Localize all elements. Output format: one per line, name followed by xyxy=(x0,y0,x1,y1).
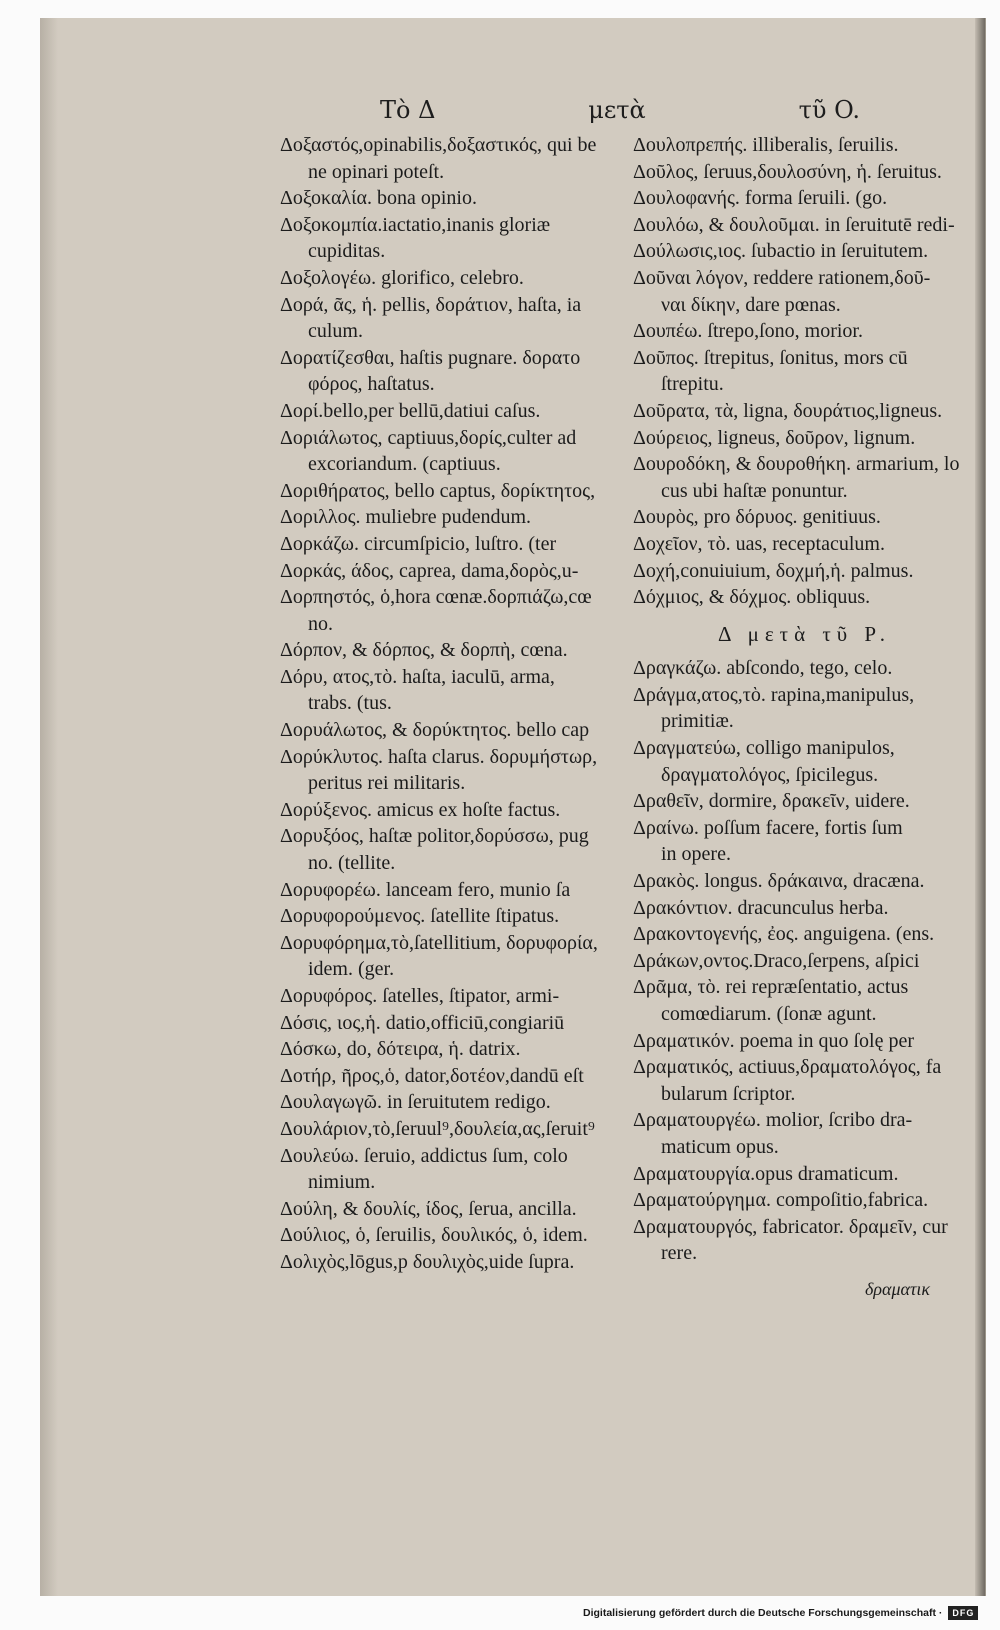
entry-line: ναι δίκην, dare pœnas. xyxy=(661,293,841,316)
entry-line: Δορύξενος. amicus ex hoſte factus. xyxy=(280,798,561,821)
entry-line: Δορκάζω. circumſpicio, luſtro. (ter xyxy=(280,532,557,555)
entry-line: Δραματουργία.opus dramaticum. xyxy=(633,1162,899,1185)
entry-line: Δορί.bello,per bellū,datiui caſus. xyxy=(280,399,541,422)
dfg-logo-icon: DFG xyxy=(948,1606,978,1620)
entry-line: Δρακόντιον. dracunculus herba. xyxy=(633,896,889,919)
entry-line: Δοξοκαλία. bona opinio. xyxy=(280,187,477,210)
entry-line: Δούρειος, ligneus, δοῦρον, lignum. xyxy=(633,426,916,449)
page-gutter-shadow xyxy=(40,18,58,1596)
entry-line: Δραγματεύω, colligo manipulos, xyxy=(633,737,895,760)
section-heading: Δ μετὰ τῦ P. xyxy=(717,621,892,646)
entry-line: Δοῦλος, ſeruus,δουλοσύνη, ἡ. ſeruitus. xyxy=(633,160,942,183)
entry-line: φόρος, haſtatus. xyxy=(308,373,435,396)
left-column xyxy=(280,132,622,1276)
entry-line: Δρακοντογενής, ἐος. anguigena. (ens. xyxy=(633,923,935,946)
entry-line: Δράγμα,ατος,τὸ. rapina,manipulus, xyxy=(633,683,915,706)
entry-line: Δραματικός, actiuus,δραματολόγος, fa xyxy=(633,1056,942,1079)
footer-text: Digitalisierung gefördert durch die Deutsche Forschungsgemeinschaft · xyxy=(583,1607,943,1619)
entry-line: Δορά, ᾶς, ἡ. pellis, δοράτιον, haſta, ia xyxy=(280,293,582,316)
entry-line: Δρακὸς. longus. δράκαινα, dracæna. xyxy=(633,870,925,893)
entry-line: trabs. (tus. xyxy=(308,692,392,715)
entry-line: Δόσκω, do, δότειρα, ἡ. datrix. xyxy=(280,1038,521,1061)
entry-line: Δραματούργημα. compoſitio,fabrica. xyxy=(633,1189,929,1212)
running-head-right: τῦ O. xyxy=(798,96,860,124)
entry-line: primitiæ. xyxy=(661,710,734,733)
entry-line: Δουλοφανής. forma ſeruili. (go. xyxy=(633,187,888,210)
page-edge xyxy=(975,18,985,1596)
catchword: δραματικ xyxy=(865,1279,931,1299)
entry-line: Δραγκάζω. abſcondo, tego, celo. xyxy=(633,657,893,680)
right-column xyxy=(633,132,976,1267)
entry-line: ſtrepitu. xyxy=(661,373,724,396)
entry-line: Δολιχὸς,lōgus,p δουλιχὸς,uide ſupra. xyxy=(280,1250,575,1273)
entry-line: Δοχή,conuiuium, δοχμή,ἡ. palmus. xyxy=(633,559,914,582)
running-head xyxy=(380,90,860,130)
entry-line: Δορυξόος, haſtæ politor,δορύσσω, pug xyxy=(280,825,589,848)
entry-line: ne opinari poteſt. xyxy=(308,160,445,183)
entry-line: Δοῦρατα, τὰ, ligna, δουράτιος,ligneus. xyxy=(633,399,943,422)
entry-line: Δούλη, & δουλίς, ίδος, ſerua, ancilla. xyxy=(280,1197,577,1220)
entry-line: Δρᾶμα, τὸ. rei repræſentatio, actus xyxy=(633,976,909,999)
entry-line: Δουλόω, & δουλοῦμαι. in ſeruitutē redi- xyxy=(633,213,955,236)
entry-line: Δοῦναι λόγον, reddere rationem,δοῦ- xyxy=(633,266,931,289)
entry-line: Δορπηστός, ὁ,hora cœnæ.δορπιάζω,cœ xyxy=(280,586,592,609)
entry-line: Δραίνω. poſſum facere, fortis ſum xyxy=(633,816,903,839)
entry-line: Δούλωσις,ιος. ſubactio in ſeruitutem. xyxy=(633,240,929,263)
digitization-footer xyxy=(583,1603,993,1623)
entry-line: Δόρπον, & δόρπος, & δορπὴ, cœna. xyxy=(280,639,568,662)
entry-line: Δουροδόκη, & δουροθήκη. armarium, lo xyxy=(633,453,960,476)
entry-line: in opere. xyxy=(661,843,731,866)
running-head-center: μετὰ xyxy=(588,96,646,124)
entry-line: Δοξαστός,opinabilis,δοξαστικός, qui be xyxy=(280,134,597,156)
entry-line: Δοριθήρατος, bello captus, δορίκτητος, xyxy=(280,479,596,502)
entry-line: Δορύκλυτος. haſta clarus. δορυμήστωρ, xyxy=(280,745,598,768)
entry-line: Δόρυ, ατος,τὸ. haſta, iaculū, arma, xyxy=(280,665,555,688)
entry-line: comœdiarum. (ſonæ agunt. xyxy=(661,1003,877,1025)
entry-line: Δοριλλος. muliebre pudendum. xyxy=(280,506,532,529)
entry-line: culum. xyxy=(308,320,363,343)
entry-line: Δορυφόρημα,τὸ,ſatellitium, δορυφορία, xyxy=(280,931,598,954)
entry-line: maticum opus. xyxy=(661,1135,779,1158)
entry-line: Δορυφορέω. lanceam fero, munio ſa xyxy=(280,878,571,901)
entry-line: no. (tellite. xyxy=(308,852,396,875)
entry-line: cus ubi haſtæ ponuntur. xyxy=(661,479,848,502)
entry-line: Δορκάς, άδος, caprea, dama,δορὸς,u- xyxy=(280,559,579,582)
entry-line: bularum ſcriptor. xyxy=(661,1082,796,1105)
entry-line: Δορυφόρος. ſatelles, ſtipator, armi- xyxy=(280,985,560,1007)
entry-line: Δοῦπος. ſtrepitus, ſonitus, mors cū xyxy=(633,346,908,369)
entry-line: Δουλαγωγῶ. in ſeruitutem redigo. xyxy=(280,1091,551,1114)
entry-line: Δοξολογέω. glorifico, celebro. xyxy=(280,266,524,289)
entry-line: Δοτήρ, ῆρος,ὁ, dator,δοτέον,dandū eſt xyxy=(280,1064,584,1087)
entry-line: Δραματουργός, fabricator. δραμεῖν, cur xyxy=(633,1215,948,1238)
entry-line: Δούλιος, ὁ, ſeruilis, δουλικός, ὁ, idem. xyxy=(280,1224,588,1247)
entry-line: excoriandum. (captiuus. xyxy=(308,453,501,476)
entry-line: Δραθεῖν, dormire, δρακεῖν, uidere. xyxy=(633,790,910,813)
entry-line: Δουλοπρεπής. illiberalis, ſeruilis. xyxy=(633,134,899,156)
entry-line: Δουλάριον,τὸ,ſeruul⁹,δουλεία,ας,ſeruit⁹ xyxy=(280,1117,595,1140)
entry-line: Δορυφορούμενος. ſatellite ſtipatus. xyxy=(280,905,560,928)
entry-line: peritus rei militaris. xyxy=(308,772,466,795)
entry-line: no. xyxy=(308,612,333,635)
entry-line: Δορυάλωτος, & δορύκτητος. bello cap xyxy=(280,719,590,742)
entry-line: Δράκων,οντος.Draco,ſerpens, aſpici xyxy=(633,949,920,972)
entry-line: Δόχμιος, & δόχμος. obliquus. xyxy=(633,586,871,609)
entry-line: Δοριάλωτος, captiuus,δορίς,culter ad xyxy=(280,426,577,449)
entry-line: Δόσις, ιος,ἡ. datio,officiū,congiariū xyxy=(280,1011,565,1034)
entry-line: nimium. xyxy=(308,1171,376,1194)
entry-line: Δραματουργέω. molior, ſcribo dra- xyxy=(633,1109,913,1132)
entry-line: Δοχεῖον, τὸ. uas, receptaculum. xyxy=(633,532,885,555)
entry-line: Δουπέω. ſtrepo,ſono, morior. xyxy=(633,320,863,343)
entry-line: Δορατίζεσθαι, haſtis pugnare. δορατο xyxy=(280,346,581,369)
entry-line: Δραματικόν. poema in quo ſolę per xyxy=(633,1029,915,1052)
entry-line: cupiditas. xyxy=(308,240,386,263)
entry-line: idem. (ger. xyxy=(308,958,395,981)
entry-line: Δοξοκομπία.iactatio,inanis gloriæ xyxy=(280,213,551,236)
entry-line: Δουλεύω. ſeruio, addictus ſum, colo xyxy=(280,1144,568,1167)
entry-line: Δουρὸς, pro δόρυος. genitiuus. xyxy=(633,506,881,529)
running-head-left: Τὸ Δ xyxy=(380,96,436,124)
entry-line: rere. xyxy=(661,1242,698,1265)
entry-line: δραγματολόγος, ſpicilegus. xyxy=(661,763,879,786)
